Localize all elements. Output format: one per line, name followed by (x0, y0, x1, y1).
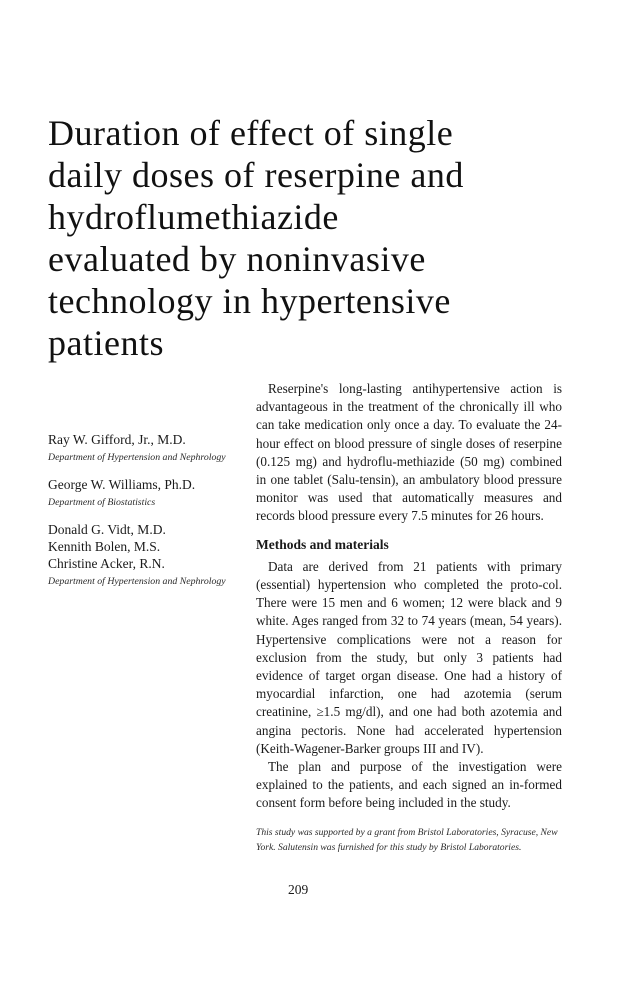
author-department: Department of Hypertension and Nephrology (48, 576, 226, 587)
author-name: Donald G. Vidt, M.D. (48, 522, 166, 537)
page-number: 209 (288, 882, 309, 897)
title-line: hydroflumethiazide (48, 197, 339, 237)
author-name: Ray W. Gifford, Jr., M.D. (48, 432, 186, 447)
author-name: Kennith Bolen, M.S. (48, 539, 161, 554)
title-line: Duration of effect of single (48, 113, 454, 153)
intro-paragraph: Reserpine's long-lasting antihypertensive action is advantageous in the treatment of the chronically ill who can take medication only once a day. To evaluate the 24-hour effect on blood pressure of single doses of reserpine (0.125 mg) and hydroflu-methiazide (50 mg) combined in one tablet (Salu-tensin), an ambulatory blood pressure monitor was used that automatically measures and records blood pressure every 7.5 minutes for 26 hours. (256, 381, 562, 524)
author-group (48, 431, 248, 464)
author-group (48, 476, 248, 509)
title-line: daily doses of reserpine and (48, 155, 464, 195)
author-department: Department of Biostatistics (48, 497, 156, 508)
funding-footnote: This study was supported by a grant from Bristol Laboratories, Syracuse, New York. Salutensin was furnished for this study by Bristol Laboratories. (256, 826, 558, 853)
title-line: patients (48, 323, 164, 363)
title-line: evaluated by noninvasive (48, 239, 426, 279)
methods-paragraph: The plan and purpose of the investigation were explained to the patients, and each signed an in-formed consent form before being included in the study. (256, 759, 562, 811)
author-department: Department of Hypertension and Nephrology (48, 452, 226, 463)
author-name: Christine Acker, R.N. (48, 556, 165, 571)
methods-paragraph: Data are derived from 21 patients with primary (essential) hypertension who completed the proto-col. There were 15 men and 6 women; 12 were black and 9 white. Ages ranged from 32 to 74 years (mean, 54 years). Hypertensive complications were not a reason for exclusion from the study, but only 3 patients had evidence of target organ disease. One had a history of myocardial infarction, one had azotemia (serum creatinine, ≥1.5 mg/dl), and one had both azotemia and angina pectoris. None had accelerated hypertension (Keith-Wagener-Barker groups III and IV). (256, 558, 562, 756)
author-group (48, 521, 248, 588)
article-title (48, 112, 488, 364)
author-name: George W. Williams, Ph.D. (48, 477, 196, 492)
section-heading: Methods and materials (256, 536, 389, 552)
article-body (256, 380, 562, 855)
author-list (48, 431, 248, 600)
title-line: technology in hypertensive (48, 281, 451, 321)
